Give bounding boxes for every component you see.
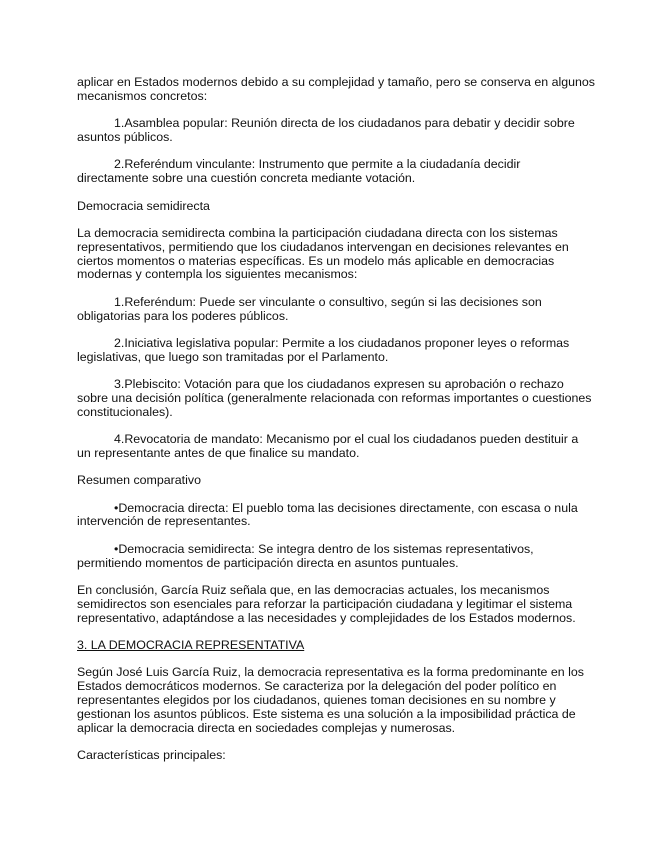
paragraph-caracteristicas: Características principales: (77, 748, 226, 762)
list-item-iniciativa-legislativa: 2.Iniciativa legislativa popular: Permite a los ciudadanos proponer leyes o reformas legislativas, que luego son tramitadas por el Parlamento. (77, 335, 570, 364)
list-item-asamblea-popular: 1.Asamblea popular: Reunión directa de los ciudadanos para debatir y decidir sobre asuntos públicos. (77, 116, 575, 144)
paragraph-conclusion: En conclusión, García Ruiz señala que, en las democracias actuales, los mecanismos semidirectos son esenciales para reforzar la participación ciudadana y legitimar el sistema representativo, adaptándose a las necesidades y complejidades de los Estados modernos. (77, 583, 576, 625)
list-item-plebiscito: 3.Plebiscito: Votación para que los ciudadanos expresen su aprobación o rechazo sobre una decisión política (generalmente relacionada con reformas importantes o cuestiones constitucionales). (77, 377, 592, 419)
paragraph-semidirecta: La democracia semidirecta combina la participación ciudadana directa con los sistemas representativos, permitiendo que los ciudadanos intervengan en decisiones relevantes en ciertos momentos o materias específicas. Es un modelo más aplicable en democracias modernas y contempla los siguientes mecanismos: (77, 225, 569, 282)
section-title-resumen: Resumen comparativo (77, 473, 201, 488)
section-heading-democracia-representativa: 3. LA DEMOCRACIA REPRESENTATIVA (77, 638, 305, 653)
list-item-referendum: 1.Referéndum: Puede ser vinculante o consultivo, según si las decisiones son obligatorias para los poderes públicos. (77, 294, 542, 323)
section-title-democracia-semidirecta: Democracia semidirecta (77, 198, 210, 213)
list-item-referendum-vinculante: 2.Referéndum vinculante: Instrumento que permite a la ciudadanía decidir directamente sobre una cuestión concreta mediante votación. (77, 157, 521, 186)
bullet-democracia-semidirecta: •Democracia semidirecta: Se integra dentro de los sistemas representativos, permitiendo momentos de participación directa en asuntos puntuales. (77, 541, 534, 570)
list-item-revocatoria: 4.Revocatoria de mandato: Mecanismo por el cual los ciudadanos pueden destituir a un representante antes de que finalice su mandato. (77, 432, 579, 460)
bullet-democracia-directa: •Democracia directa: El pueblo toma las decisiones directamente, con escasa o nula intervención de representantes. (77, 500, 578, 529)
paragraph-representativa: Según José Luis García Ruiz, la democracia representativa es la forma predominante en los Estados democráticos modernos. Se caracteriza por la delegación del poder político en representantes elegidos por los ciudadanos, quienes toman decisiones en su nombre y gestionan los asuntos públicos. Este sistema es una solución a la imposibilidad práctica de aplicar la democracia directa en sociedades complejas y numerosas. (77, 665, 584, 735)
paragraph-intro: aplicar en Estados modernos debido a su complejidad y tamaño, pero se conserva en algunos mecanismos concretos: (77, 75, 595, 103)
